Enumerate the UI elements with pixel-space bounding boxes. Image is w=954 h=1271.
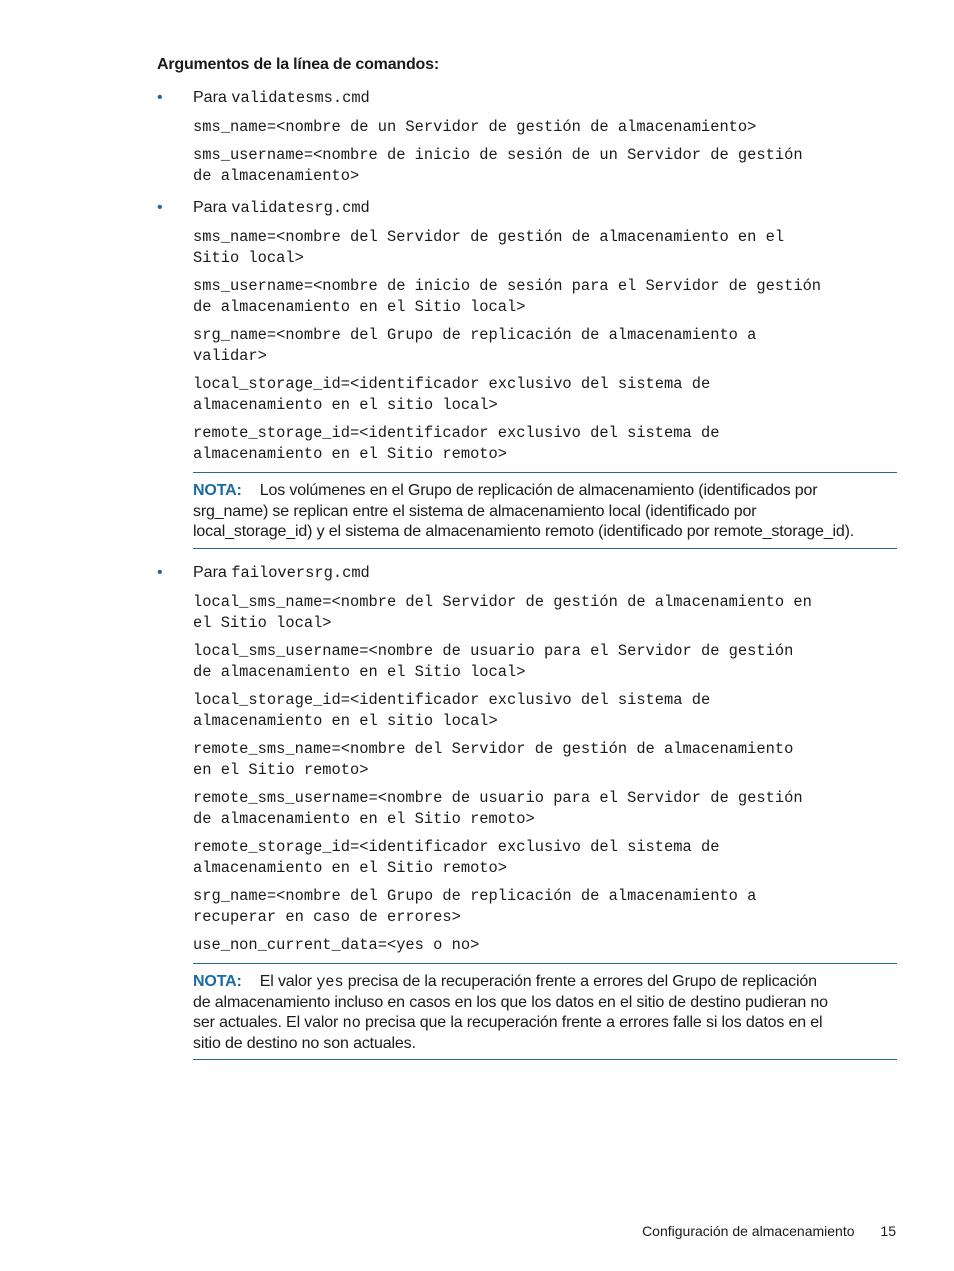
- argument-line: use_non_current_data=<yes o no>: [193, 936, 480, 954]
- bullet-item: [157, 199, 897, 221]
- note-text: local_storage_id) y el sistema de almacenamiento remoto (identificado por remote_storage_id).: [193, 523, 855, 540]
- bullet-prefix: Para: [193, 199, 227, 216]
- inline-code: yes: [316, 973, 344, 991]
- note-text: precisa que la recuperación frente a errores falle si los datos en el: [364, 1014, 823, 1031]
- argument-line: sms_username=<nombre de inicio de sesión de un Servidor de gestión de almacenamiento>: [193, 146, 803, 185]
- argument-line: local_sms_username=<nombre de usuario para el Servidor de gestión de almacenamiento en el Sitio local>: [193, 642, 794, 681]
- bullet-prefix: Para: [193, 564, 227, 581]
- argument-list: [193, 117, 897, 187]
- bullet-icon: •: [157, 199, 163, 216]
- argument-line: local_storage_id=<identificador exclusivo del sistema de almacenamiento en el sitio local>: [193, 691, 711, 730]
- page-number: 15: [880, 1223, 896, 1239]
- note-text: El valor: [259, 973, 312, 990]
- note-box: [193, 472, 897, 549]
- note-text: sitio de destino no son actuales.: [193, 1034, 416, 1052]
- argument-line: sms_name=<nombre del Servidor de gestión de almacenamiento en el Sitio local>: [193, 228, 785, 267]
- argument-line: srg_name=<nombre del Grupo de replicación de almacenamiento a validar>: [193, 326, 757, 365]
- argument-list: [193, 227, 897, 465]
- command-name: failoversrg.cmd: [231, 564, 370, 582]
- argument-list: [193, 592, 897, 956]
- note-text: de almacenamiento incluso en casos en los que los datos en el sitio de destino pudieran no: [193, 993, 828, 1011]
- bullet-item: [157, 564, 897, 586]
- argument-line: sms_name=<nombre de un Servidor de gestión de almacenamiento>: [193, 118, 757, 136]
- note-text: Los volúmenes en el Grupo de replicación de almacenamiento (identificados por: [259, 482, 818, 499]
- note-label: NOTA:: [193, 482, 242, 499]
- note-label: NOTA:: [193, 973, 242, 990]
- command-section-failoversrg: [157, 564, 897, 1060]
- note-text: ser actuales. El valor: [193, 1014, 339, 1031]
- argument-line: remote_sms_username=<nombre de usuario para el Servidor de gestión de almacenamiento en el Sitio remoto>: [193, 789, 803, 828]
- argument-line: local_sms_name=<nombre del Servidor de gestión de almacenamiento en el Sitio local>: [193, 593, 812, 632]
- footer-section-title: Configuración de almacenamiento: [642, 1223, 855, 1239]
- argument-line: remote_storage_id=<identificador exclusivo del sistema de almacenamiento en el Sitio remoto>: [193, 424, 720, 463]
- bullet-icon: •: [157, 564, 163, 581]
- command-name: validatesms.cmd: [231, 89, 370, 107]
- note-box: [193, 963, 897, 1060]
- argument-line: srg_name=<nombre del Grupo de replicación de almacenamiento a recuperar en caso de errores>: [193, 887, 757, 926]
- argument-line: remote_storage_id=<identificador exclusivo del sistema de almacenamiento en el Sitio remoto>: [193, 838, 720, 877]
- command-section-validatesrg: [157, 199, 897, 549]
- page-footer: [642, 1223, 896, 1239]
- bullet-prefix: Para: [193, 89, 227, 106]
- argument-line: remote_sms_name=<nombre del Servidor de gestión de almacenamiento en el Sitio remoto>: [193, 740, 794, 779]
- command-name: validatesrg.cmd: [231, 199, 370, 217]
- argument-line: local_storage_id=<identificador exclusivo del sistema de almacenamiento en el sitio local>: [193, 375, 711, 414]
- inline-code: no: [342, 1014, 361, 1032]
- bullet-icon: •: [157, 89, 163, 106]
- note-text: srg_name) se replican entre el sistema de almacenamiento local (identificado por: [193, 502, 757, 520]
- note-text: precisa de la recuperación frente a errores del Grupo de replicación: [347, 973, 817, 990]
- argument-line: sms_username=<nombre de inicio de sesión para el Servidor de gestión de almacenamiento en el Sitio local>: [193, 277, 822, 316]
- bullet-item: [157, 89, 897, 111]
- section-heading: Argumentos de la línea de comandos:: [157, 56, 439, 73]
- command-section-validatesms: [157, 89, 897, 194]
